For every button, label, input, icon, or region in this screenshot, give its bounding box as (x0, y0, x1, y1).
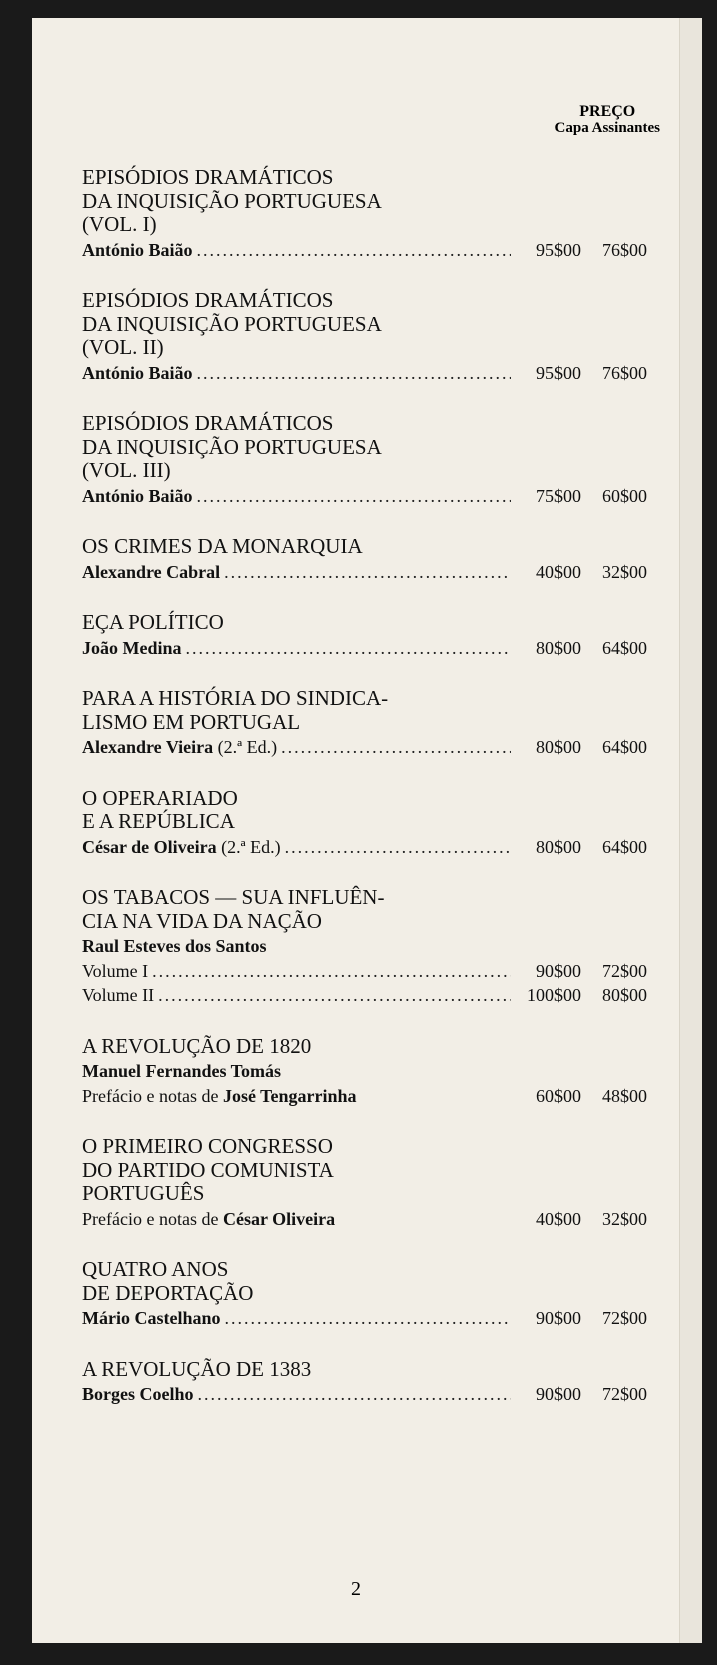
book-title: O PRIMEIRO CONGRESSO (82, 1134, 333, 1159)
book-title: PARA A HISTÓRIA DO SINDICA- (82, 686, 389, 711)
row-extra: (2.ª Ed.) (216, 836, 281, 857)
dot-leader (225, 1307, 512, 1330)
book-title: OS TABACOS — SUA INFLUÊN- (82, 885, 385, 910)
book-title: EPISÓDIOS DRAMÁTICOS (82, 411, 334, 436)
catalog-entry (82, 1358, 647, 1406)
row-extra: Volume I (82, 960, 149, 981)
book-title: DA INQUISIÇÃO PORTUGUESA (82, 434, 382, 459)
catalog-entry (82, 886, 647, 1007)
price-pair (515, 362, 647, 385)
book-title: CIA NA VIDA DA NAÇÃO (82, 908, 322, 933)
price-capa: 100$00 (527, 985, 581, 1006)
book-title: (VOL. I) (82, 212, 157, 237)
price-header (555, 104, 660, 137)
price-header-columns (555, 121, 660, 137)
row-label (82, 984, 154, 1007)
price-capa: 90$00 (536, 1384, 581, 1405)
book-title: O OPERARIADO (82, 785, 238, 810)
price-assinantes: 72$00 (602, 1384, 647, 1405)
price-capa: 75$00 (536, 485, 581, 506)
price-row (82, 1307, 647, 1330)
book-title: (VOL. III) (82, 458, 171, 483)
price-capa: 60$00 (536, 1085, 581, 1106)
price-assinantes: 76$00 (602, 362, 647, 383)
book-title: EPISÓDIOS DRAMÁTICOS (82, 165, 334, 189)
book-author: César Oliveira (222, 1208, 336, 1229)
dot-leader (197, 485, 511, 508)
price-assinantes: 32$00 (602, 1208, 647, 1229)
book-title: DE DEPORTAÇÃO (82, 1280, 254, 1305)
dot-leader (224, 561, 511, 584)
row-label (82, 1383, 194, 1406)
price-pair (515, 1307, 647, 1330)
book-title: EÇA POLÍTICO (82, 610, 224, 635)
dot-leader (197, 239, 511, 262)
catalog-entry (82, 1035, 647, 1108)
book-author: César de Oliveira (82, 836, 217, 857)
book-title: DO PARTIDO COMUNISTA (82, 1157, 334, 1182)
book-author: José Tengarrinha (222, 1085, 357, 1106)
row-prefix: Prefácio e notas de (82, 1208, 223, 1229)
book-title: DA INQUISIÇÃO PORTUGUESA (82, 188, 382, 213)
row-label (82, 485, 193, 508)
book-title: QUATRO ANOS (82, 1257, 229, 1282)
price-capa: 90$00 (536, 960, 581, 981)
price-capa: 80$00 (536, 737, 581, 758)
price-capa: 90$00 (536, 1308, 581, 1329)
price-capa: 80$00 (536, 836, 581, 857)
price-row (82, 561, 647, 584)
book-author: António Baião (82, 362, 193, 383)
price-pair (515, 960, 647, 983)
row-label (82, 736, 277, 759)
row-label (82, 1085, 356, 1108)
price-assinantes: 76$00 (602, 239, 647, 260)
book-author: António Baião (82, 485, 193, 506)
price-assinantes: 32$00 (602, 561, 647, 582)
price-pair (515, 1085, 647, 1108)
price-assinantes: 64$00 (602, 737, 647, 758)
price-pair (515, 1208, 647, 1231)
price-row (82, 239, 647, 262)
catalog-entry (82, 787, 647, 859)
book-author: Alexandre Cabral (82, 561, 221, 582)
price-assinantes: 64$00 (602, 637, 647, 658)
price-row (82, 1383, 647, 1406)
catalog-entry (82, 1258, 647, 1330)
price-row (82, 1085, 647, 1108)
row-label (82, 362, 193, 385)
catalog-entry (82, 611, 647, 659)
catalog-list (82, 166, 647, 1434)
row-prefix: Prefácio e notas de (82, 1085, 223, 1106)
book-title: (VOL. II) (82, 335, 164, 360)
adjacent-page-edge (679, 18, 702, 1643)
price-pair (515, 239, 647, 262)
catalog-entry (82, 289, 647, 384)
book-title: LISMO EM PORTUGAL (82, 709, 301, 734)
row-label (82, 836, 281, 859)
price-capa: 40$00 (536, 1208, 581, 1229)
row-label (82, 637, 182, 660)
price-assinantes: 64$00 (602, 836, 647, 857)
book-author: Borges Coelho (82, 1384, 194, 1405)
price-header-assinantes: Assinantes (591, 119, 660, 136)
book-title: DA INQUISIÇÃO PORTUGUESA (82, 311, 382, 336)
catalog-entry (82, 687, 647, 759)
book-title: A REVOLUÇÃO DE 1820 (82, 1033, 312, 1058)
price-assinantes: 72$00 (602, 960, 647, 981)
price-header-capa: Capa (554, 119, 589, 136)
price-assinantes: 80$00 (602, 985, 647, 1006)
price-pair (515, 1383, 647, 1406)
book-title: PORTUGUÊS (82, 1181, 205, 1206)
catalog-entry (82, 166, 647, 261)
dot-leader (198, 1383, 512, 1406)
price-capa: 95$00 (536, 362, 581, 383)
price-row (82, 485, 647, 508)
dot-leader (281, 736, 511, 759)
book-author: Mário Castelhano (82, 1308, 221, 1329)
price-pair (515, 736, 647, 759)
row-label (82, 1307, 221, 1330)
catalog-page (32, 18, 702, 1643)
book-author: João Medina (82, 637, 182, 658)
price-row (82, 960, 647, 983)
book-author: Raul Esteves dos Santos (82, 936, 267, 957)
book-title: E A REPÚBLICA (82, 809, 235, 834)
book-author: António Baião (82, 239, 193, 260)
price-pair (515, 485, 647, 508)
price-header-title: PREÇO (579, 103, 636, 120)
row-label (82, 561, 220, 584)
dot-leader (152, 960, 511, 983)
price-pair (515, 984, 647, 1007)
price-row (82, 1208, 647, 1231)
price-pair (515, 561, 647, 584)
row-label (82, 239, 193, 262)
catalog-entry (82, 1135, 647, 1230)
book-title: OS CRIMES DA MONARQUIA (82, 534, 363, 559)
price-capa: 95$00 (536, 239, 581, 260)
catalog-entry (82, 412, 647, 507)
price-row (82, 637, 647, 660)
price-assinantes: 60$00 (602, 485, 647, 506)
catalog-entry (82, 535, 647, 583)
price-row (82, 736, 647, 759)
price-row (82, 984, 647, 1007)
price-row (82, 836, 647, 859)
price-assinantes: 72$00 (602, 1308, 647, 1329)
book-author: Manuel Fernandes Tomás (82, 1061, 282, 1082)
price-row (82, 362, 647, 385)
row-label (82, 1208, 335, 1231)
dot-leader (285, 836, 511, 859)
book-title: EPISÓDIOS DRAMÁTICOS (82, 288, 334, 313)
page-number: 2 (351, 1578, 361, 1600)
price-assinantes: 48$00 (602, 1085, 647, 1106)
dot-leader (197, 362, 511, 385)
price-pair (515, 836, 647, 859)
price-capa: 80$00 (536, 637, 581, 658)
book-title: A REVOLUÇÃO DE 1383 (82, 1356, 312, 1381)
price-pair (515, 637, 647, 660)
row-extra: Volume II (82, 985, 155, 1006)
dot-leader (186, 637, 511, 660)
book-author: Alexandre Vieira (82, 737, 214, 758)
row-extra: (2.ª Ed.) (213, 737, 278, 758)
dot-leader (158, 984, 511, 1007)
price-capa: 40$00 (536, 561, 581, 582)
row-label (82, 960, 148, 983)
